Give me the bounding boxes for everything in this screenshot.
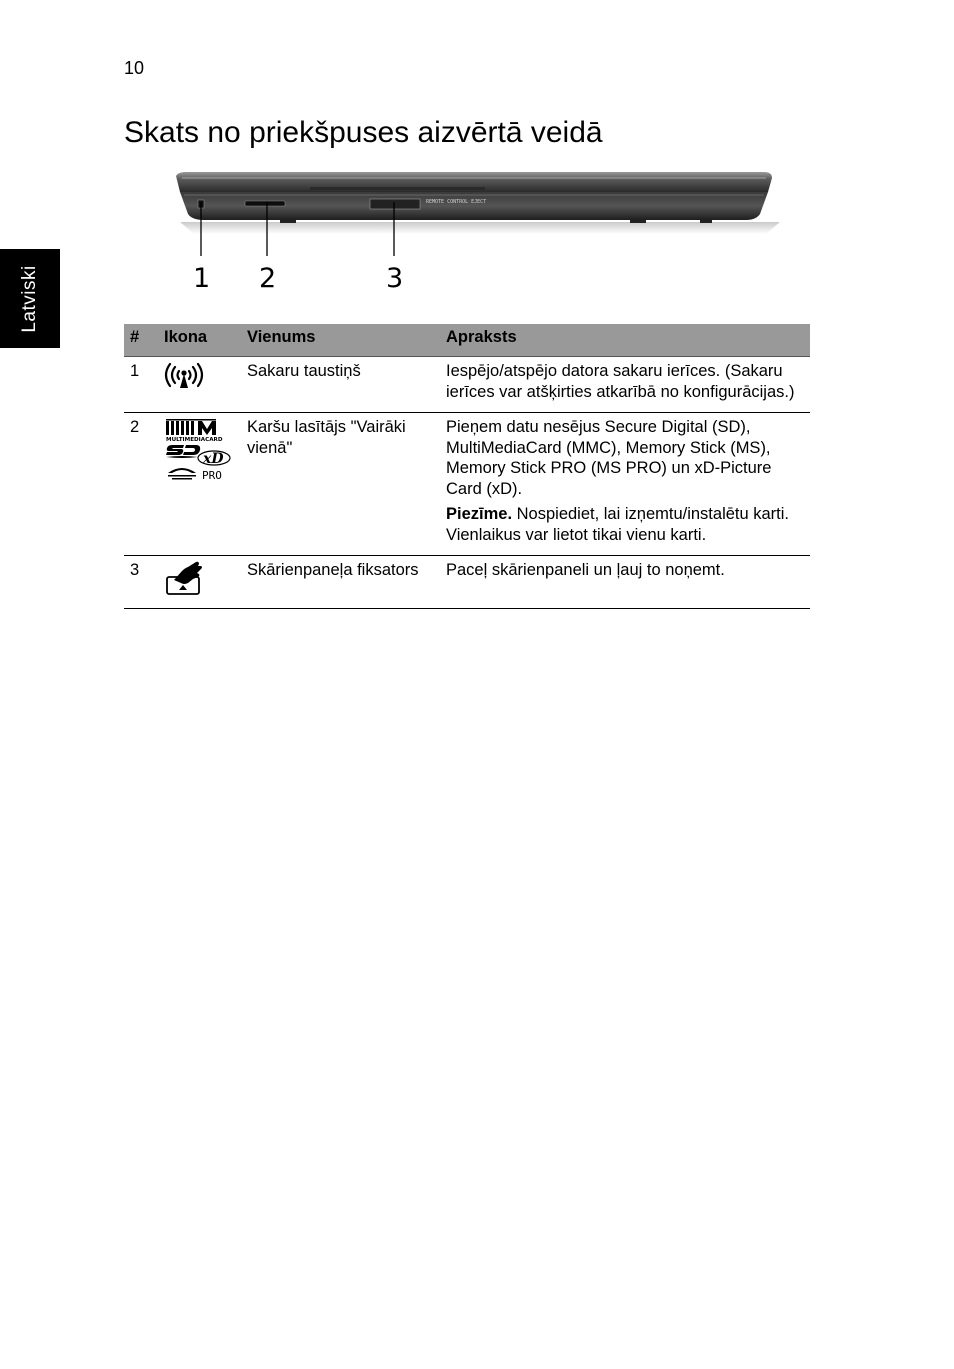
touchpad-lock-icon (164, 560, 204, 598)
card-reader-logos-icon (164, 417, 232, 483)
row-note (446, 504, 804, 545)
header-item: Vienums (241, 324, 440, 357)
row-icon-cell (158, 357, 241, 413)
row-number: 3 (124, 556, 158, 609)
table-row (124, 413, 810, 556)
language-side-tab-label: Latviski (19, 264, 40, 333)
callout-3: 3 (386, 263, 404, 294)
touchpad-lock-slot (370, 199, 420, 209)
row-icon-cell (158, 413, 241, 556)
xd-logo-icon (198, 451, 230, 467)
row-note-label: Piezīme. (446, 505, 513, 523)
row-description-text: Iespējo/atspējo datora sakaru ierīces. (Sakaru ierīces var atšķirties atkarībā no konfigurācijas.) (446, 362, 795, 401)
row-number: 1 (124, 357, 158, 413)
callout-2: 2 (259, 263, 277, 294)
memory-stick-logo-icon (168, 468, 196, 480)
row-item: Skārienpaneļa fiksators (241, 556, 440, 609)
card-reader-slot (245, 201, 285, 206)
row-item: Sakaru taustiņš (241, 357, 440, 413)
mmc-logo-icon (166, 419, 216, 435)
header-description: Apraksts (440, 324, 810, 357)
sd-logo-icon (166, 445, 200, 458)
language-side-tab (0, 249, 60, 348)
callout-1: 1 (193, 263, 211, 294)
row-note-text: Nospiediet, lai izņemtu/instalētu karti. Vienlaikus var lietot tikai vienu karti. (446, 505, 790, 544)
feature-table (124, 324, 810, 609)
row-item: Karšu lasītājs "Vairāki vienā" (241, 413, 440, 556)
svg-text:xD: xD (203, 451, 224, 467)
header-number: # (124, 324, 158, 357)
row-number: 2 (124, 413, 158, 556)
row-description (440, 556, 810, 609)
row-description (440, 357, 810, 413)
table-row (124, 357, 810, 413)
wireless-icon (164, 361, 204, 393)
row-description-text: Paceļ skārienpaneli un ļauj to noņemt. (446, 561, 725, 579)
page-title: Skats no priekšpuses aizvērtā veidā (124, 116, 603, 149)
table-header-row (124, 324, 810, 357)
page-number: 10 (124, 58, 145, 78)
mmc-logo-text: MULTIMEDIACARD (166, 437, 223, 443)
ms-pro-logo-text: PRO (202, 469, 222, 482)
row-icon-cell (158, 556, 241, 609)
port-label-text: REMOTE CONTROL EJECT (426, 199, 487, 205)
laptop-shadow (180, 222, 780, 234)
table-row (124, 556, 810, 609)
row-description (440, 413, 810, 556)
laptop-front-view-figure (160, 168, 800, 298)
row-description-text: Pieņem datu nesējus Secure Digital (SD), MultiMediaCard (MMC), Memory Stick (MS), Memory Stick PRO (MS PRO) un xD-Picture Card (xD). (446, 418, 772, 498)
header-icon: Ikona (158, 324, 241, 357)
